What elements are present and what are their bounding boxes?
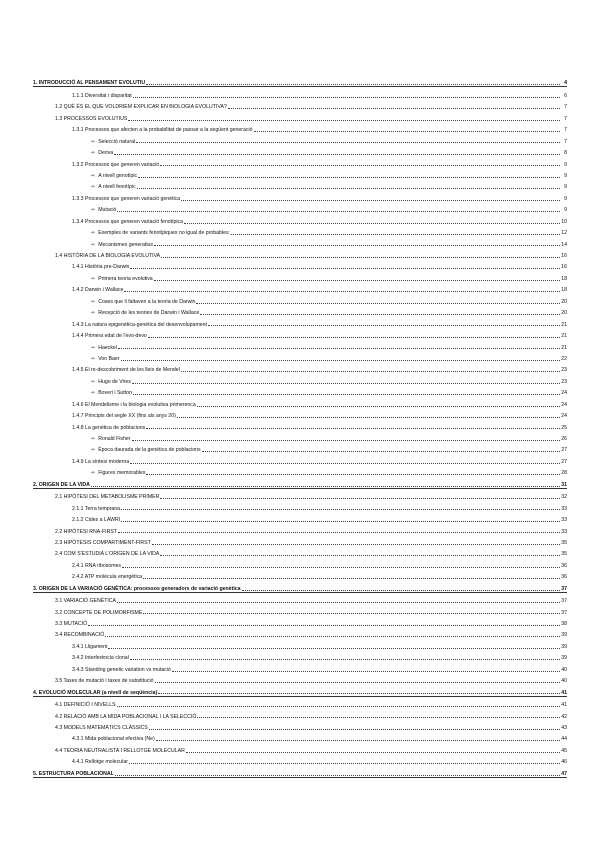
toc-entry[interactable] [33, 248, 567, 259]
toc-entry-text: 4.3 MODELS MATEMÀTICS CLÀSSICS [55, 724, 148, 731]
toc-entry-text: 1.4.8 La genètica de poblacions [72, 424, 146, 431]
toc-entry[interactable] [33, 396, 567, 407]
toc-entry-text: 1.4.5 El re-descobriment de les lleis de Mendel [72, 367, 180, 374]
toc-entry[interactable] [33, 145, 567, 156]
toc-page-number: 21 [561, 333, 567, 340]
toc-entry[interactable] [33, 546, 567, 557]
dot-leader [154, 280, 560, 281]
toc-page-number: 16 [561, 253, 567, 259]
toc-page-number: 18 [561, 275, 567, 282]
toc-entry-text: 3.1 VARIACIÓ GENÈTICA [55, 598, 117, 605]
arrow-bullet-icon: ⇨ [91, 298, 96, 305]
toc-entry-text: 1.4 HISTÒRIA DE LA BIOLOGIA EVOLUTIVA [55, 253, 161, 259]
toc-entry-text: 2.4.1 RNA ribosomes [72, 562, 122, 569]
arrow-bullet-icon: ⇨ [91, 150, 96, 157]
dot-leader [88, 625, 560, 626]
toc-entry[interactable] [33, 465, 567, 476]
toc-page-number: 24 [561, 413, 567, 420]
toc-entry-text: 1.4.2 Darwin i Wallace [72, 287, 124, 294]
toc-entry[interactable] [33, 512, 567, 523]
dot-leader [228, 108, 560, 109]
dot-leader [160, 555, 560, 556]
dot-leader [121, 521, 560, 522]
toc-entry-text: 2.1 HIPÒTESI DEL METABOLISME PRIMER [55, 494, 160, 501]
toc-page-number: 6 [564, 92, 567, 99]
toc-page-number: 38 [561, 621, 567, 627]
toc-entry-text: 4.2 RELACIÓ AMB LA MIDA POBLACIONAL I LA SELECCIÓ [55, 713, 197, 720]
toc-entry[interactable] [33, 754, 567, 765]
toc-page-number: 35 [561, 551, 567, 558]
toc-page-number: 12 [561, 230, 567, 237]
arrow-bullet-icon: ⇨ [91, 241, 96, 248]
toc-page-number: 9 [564, 161, 567, 168]
toc-entry-text: 1. INTRODUCCIÓ AL PENSAMENT EVOLUTIU [33, 80, 146, 87]
toc-entry-text: 2.4 COM S'ESTUDIA L'ORIGEN DE LA VIDA [55, 551, 160, 558]
toc-entry-text: 4.4.1 Rellotge molecular [72, 759, 128, 766]
toc-page-number: 28 [561, 470, 567, 477]
toc-entry-text: Von Baer [98, 355, 120, 362]
toc-page-number: 39 [561, 643, 567, 650]
toc-page-number: 16 [561, 264, 567, 271]
toc-entry-text: Haeckel [98, 344, 117, 351]
toc-entry-text: 3.4 RECOMBINACIÓ [55, 632, 105, 639]
dot-leader [130, 268, 560, 269]
dot-leader [160, 498, 560, 499]
arrow-bullet-icon: ⇨ [91, 275, 96, 282]
toc-page-number: 18 [561, 287, 567, 294]
toc-page-number: 7 [564, 115, 567, 122]
toc-page-number: 37 [561, 609, 567, 616]
toc-page-number: 42 [561, 713, 567, 720]
dot-leader [146, 474, 560, 475]
toc-entry-text: Boveri i Sutton [98, 390, 132, 397]
toc-entry[interactable] [33, 236, 567, 247]
arrow-bullet-icon: ⇨ [91, 390, 96, 397]
toc-entry[interactable] [33, 305, 567, 316]
toc-entry-text: 4. EVOLUCIÓ MOLECULAR (a nivell de seqüència) [33, 689, 158, 696]
dot-leader [121, 360, 560, 361]
toc-entry-text: 1.3.4 Processos que generen variació fenotípica [72, 218, 184, 225]
toc-page-number: 9 [564, 172, 567, 179]
dot-leader [129, 763, 560, 764]
dot-leader [158, 693, 560, 694]
toc-entry-text: Recepció de les teories de Darwin i Wallace [98, 310, 200, 317]
toc-page-number: 9 [564, 184, 567, 191]
toc-entry[interactable] [33, 742, 567, 753]
toc-page-number: 35 [561, 539, 567, 546]
toc-page-number: 27 [561, 447, 567, 454]
toc-page-number: 46 [561, 759, 567, 766]
dot-leader [133, 394, 560, 395]
dot-leader [152, 544, 560, 545]
dot-leader [143, 578, 560, 579]
toc-entry[interactable] [33, 673, 567, 684]
dot-leader [118, 348, 560, 349]
toc-entry[interactable] [33, 351, 567, 362]
arrow-bullet-icon: ⇨ [91, 230, 96, 237]
arrow-bullet-icon: ⇨ [91, 184, 96, 191]
toc-entry[interactable] [33, 523, 567, 534]
toc-entry-text: 3. ORIGEN DE LA VARIACIÓ GENÈTICA: processos generadors de variació genètica [33, 585, 241, 592]
table-of-contents [33, 75, 567, 778]
toc-entry-text: 3.4.3 Standing genetic variation vs mutació [72, 666, 171, 673]
toc-page-number: 10 [561, 218, 567, 225]
toc-entry[interactable] [33, 156, 567, 167]
toc-entry[interactable] [33, 638, 567, 649]
arrow-bullet-icon: ⇨ [91, 310, 96, 317]
toc-entry[interactable] [33, 720, 567, 731]
toc-page-number: 36 [561, 562, 567, 569]
dot-leader [133, 97, 560, 98]
toc-entry[interactable] [33, 765, 567, 777]
toc-page-number: 23 [561, 367, 567, 374]
toc-entry[interactable] [33, 708, 567, 719]
toc-entry[interactable] [33, 557, 567, 568]
toc-page-number: 7 [564, 104, 567, 111]
toc-entry[interactable] [33, 442, 567, 453]
dot-leader [208, 325, 560, 326]
dot-leader [186, 752, 560, 753]
dot-leader [128, 120, 560, 121]
toc-entry-text: 1.1.1 Diversitat i disparitat [72, 92, 132, 99]
dot-leader [149, 729, 560, 730]
toc-entry-text: 4.4 TEORIA NEUTRALISTA I RELLOTGE MOLECULAR [55, 747, 185, 754]
toc-page-number: 33 [561, 517, 567, 524]
toc-entry[interactable] [33, 270, 567, 281]
toc-entry[interactable] [33, 627, 567, 638]
toc-page-number: 7 [564, 127, 567, 134]
toc-entry-text: Primera teoria evolutiva [98, 275, 153, 282]
dot-leader [202, 451, 560, 452]
dot-leader [161, 257, 560, 258]
toc-entry-text: Deriva [98, 150, 114, 157]
toc-page-number: 21 [561, 344, 567, 351]
toc-entry-text: 2.2 HIPÒTESI RNA-FIRST [55, 528, 117, 535]
toc-entry[interactable] [33, 339, 567, 350]
toc-entry[interactable] [33, 684, 567, 696]
toc-entry-text: A nivell genotípic [98, 172, 138, 179]
toc-entry-text: 4.1 DEFINICIÓ I NIVELLS [55, 702, 116, 709]
dot-leader [196, 303, 560, 304]
toc-entry[interactable] [33, 316, 567, 327]
dot-leader [117, 706, 560, 707]
dot-leader [146, 84, 560, 85]
arrow-bullet-icon: ⇨ [91, 344, 96, 351]
toc-page-number: 39 [561, 655, 567, 662]
dot-leader [132, 383, 560, 384]
toc-entry-text: 3.3 MUTACIÓ [55, 621, 88, 627]
toc-page-number: 21 [561, 321, 567, 328]
toc-page-number: 36 [561, 574, 567, 581]
toc-entry-text: Exemples de variants fenotípiques no igual de probables: [98, 230, 230, 237]
toc-entry[interactable] [33, 190, 567, 201]
toc-page-number: 43 [561, 724, 567, 731]
toc-page-number: 9 [564, 207, 567, 214]
toc-page-number: 40 [561, 678, 567, 685]
toc-entry-text: 1.3.2 Processos que generen variació [72, 161, 160, 168]
dot-leader [242, 590, 560, 591]
toc-entry[interactable] [33, 476, 567, 488]
toc-entry[interactable] [33, 213, 567, 224]
dot-leader [130, 463, 560, 464]
dot-leader [156, 740, 560, 741]
toc-page-number: 9 [564, 195, 567, 202]
toc-page-number: 14 [561, 241, 567, 248]
toc-entry-text: 2.3 HIPÒTESIS COMPARTIMENT-FIRST [55, 539, 151, 546]
toc-entry[interactable] [33, 99, 567, 110]
arrow-bullet-icon: ⇨ [91, 447, 96, 454]
dot-leader [184, 223, 560, 224]
toc-page-number: 7 [564, 138, 567, 145]
toc-entry[interactable] [33, 500, 567, 511]
dot-leader [172, 671, 560, 672]
toc-entry[interactable] [33, 697, 567, 708]
toc-entry[interactable] [33, 110, 567, 121]
toc-entry-text: 1.3.3 Processos que generen variació genètica [72, 195, 181, 202]
toc-entry-text: 4.3.1 Mida poblacional efectiva (Ne) [72, 736, 155, 743]
toc-page-number: 25 [561, 424, 567, 431]
toc-entry[interactable] [33, 362, 567, 373]
arrow-bullet-icon: ⇨ [91, 378, 96, 385]
toc-entry[interactable] [33, 661, 567, 672]
toc-entry-text: 5. ESTRUCTURA POBLACIONAL [33, 770, 114, 777]
toc-page-number: 37 [561, 598, 567, 605]
dot-leader [130, 659, 560, 660]
dot-leader [254, 131, 560, 132]
toc-entry[interactable] [33, 328, 567, 339]
dot-leader [148, 337, 560, 338]
toc-entry-text: Coses que li faltaven a la teoria de Darwin [98, 298, 196, 305]
toc-entry[interactable] [33, 122, 567, 133]
dot-leader [138, 177, 560, 178]
dot-leader [105, 636, 560, 637]
dot-leader [146, 428, 560, 429]
toc-entry-title [33, 80, 145, 86]
dot-leader [118, 532, 560, 533]
dot-leader [117, 602, 560, 603]
toc-entry[interactable] [33, 87, 567, 98]
toc-entry[interactable] [33, 431, 567, 442]
toc-page-number: 20 [561, 310, 567, 317]
toc-page-number: 39 [561, 632, 567, 639]
toc-entry[interactable] [33, 616, 567, 627]
toc-entry[interactable] [33, 225, 567, 236]
arrow-bullet-icon: ⇨ [91, 172, 96, 179]
toc-entry-text: 2.1.2 Cides a LAWRI [72, 517, 121, 524]
dot-leader [124, 291, 560, 292]
toc-entry[interactable] [33, 580, 567, 592]
toc-entry-text: Època daurada de la genètica de poblacions [98, 447, 201, 454]
toc-entry[interactable] [33, 731, 567, 742]
toc-page-number: 4 [564, 80, 567, 87]
toc-entry-text: 1.4.4 Primera edat de l'evo-devo [72, 333, 147, 340]
dot-leader [154, 245, 560, 246]
toc-entry[interactable] [33, 282, 567, 293]
toc-page-number: 44 [561, 736, 567, 743]
toc-entry[interactable] [33, 75, 567, 87]
toc-entry[interactable] [33, 408, 567, 419]
toc-entry-text: 1.3.1 Processos que afecten a la probabilitat de passar a la següent generació [72, 127, 253, 134]
dot-leader [117, 211, 560, 212]
toc-entry[interactable] [33, 535, 567, 546]
toc-entry[interactable] [33, 489, 567, 500]
toc-entry[interactable] [33, 604, 567, 615]
toc-page-number: 23 [561, 378, 567, 385]
toc-entry[interactable] [33, 179, 567, 190]
toc-page-number: 41 [561, 689, 567, 696]
toc-page-number: 33 [561, 528, 567, 535]
toc-entry-text: Mecanismes generatius [98, 241, 153, 248]
toc-page-number: 27 [561, 458, 567, 465]
toc-entry[interactable] [33, 133, 567, 144]
dot-leader [181, 371, 560, 372]
toc-entry-text: 1.4.9 La síntesi moderna [72, 458, 130, 465]
toc-entry[interactable] [33, 453, 567, 464]
dot-leader [115, 775, 560, 776]
toc-entry[interactable] [33, 385, 567, 396]
toc-page-number: 24 [561, 390, 567, 397]
toc-page-number: 40 [561, 666, 567, 673]
dot-leader [121, 509, 560, 510]
toc-entry-text: 1.4.7 Principis del segle XX (fins als anys 20) [72, 413, 176, 420]
toc-page-number: 22 [561, 355, 567, 362]
toc-entry[interactable] [33, 259, 567, 270]
toc-entry[interactable] [33, 419, 567, 430]
toc-entry[interactable] [33, 202, 567, 213]
toc-entry-text: 1.4.3 La natura epigenètica-genètica del desenvolupament [72, 321, 207, 328]
toc-entry-text: 2.1.1 Terra temprana [72, 505, 121, 512]
toc-page-number: 24 [561, 401, 567, 408]
arrow-bullet-icon: ⇨ [91, 138, 96, 145]
toc-entry-text: Selecció natural [98, 138, 136, 145]
arrow-bullet-icon: ⇨ [91, 207, 96, 214]
toc-entry-text: 3.2 CONCEPTE DE POLIMORFISME [55, 609, 143, 616]
dot-leader [155, 682, 560, 683]
toc-entry-text: Hugo de Vries [98, 378, 131, 385]
toc-entry[interactable] [33, 569, 567, 580]
toc-entry-title [33, 586, 241, 592]
toc-page-number: 31 [561, 481, 567, 488]
toc-entry-text: 3.4.1 Lligament [72, 643, 108, 650]
dot-leader [160, 165, 560, 166]
dot-leader [177, 417, 560, 418]
toc-entry-text: Ronald Fisher [98, 436, 131, 442]
dot-leader [136, 142, 560, 143]
dot-leader [181, 200, 560, 201]
toc-entry-title [33, 771, 114, 777]
arrow-bullet-icon: ⇨ [91, 470, 96, 477]
dot-leader [143, 613, 560, 614]
dot-leader [197, 406, 560, 407]
toc-entry[interactable] [33, 593, 567, 604]
toc-page-number: 37 [561, 585, 567, 592]
toc-entry-text: 2. ORIGEN DE LA VIDA [33, 481, 90, 488]
toc-entry-text: Figures memorables [98, 470, 146, 477]
toc-entry-text: 1.4.1 Història pre-Darwin [72, 264, 130, 271]
toc-entry-text: 3.4.2 Interferència clonal [72, 655, 129, 662]
dot-leader [231, 234, 560, 235]
toc-entry-text: A nivell fenotípic [98, 184, 136, 191]
dot-leader [132, 440, 561, 441]
toc-entry[interactable] [33, 650, 567, 661]
dot-leader [108, 648, 560, 649]
toc-entry-text: 1.4.6 El Mendelisme i la biologia evolutiva primerenca [72, 401, 196, 408]
toc-page-number: 32 [561, 494, 567, 501]
dot-leader [200, 314, 560, 315]
toc-entry-text: 3.5 Taxes de mutació i taxes de substitució [55, 678, 154, 685]
toc-entry[interactable] [33, 293, 567, 304]
toc-entry[interactable] [33, 373, 567, 384]
arrow-bullet-icon: ⇨ [91, 436, 96, 442]
dot-leader [114, 154, 560, 155]
toc-entry-text: Mutació [98, 207, 117, 214]
dot-leader [91, 486, 560, 487]
arrow-bullet-icon: ⇨ [91, 355, 96, 362]
toc-page-number: 41 [561, 702, 567, 709]
toc-entry-title [33, 690, 157, 696]
toc-page-number: 45 [561, 747, 567, 754]
toc-entry-text: 1.2 QUÈ ÉS EL QUE VOLDRIEM EXPLICAR EN BIOLOGIA EVOLUTIVA? [55, 104, 227, 111]
toc-page-number: 47 [561, 770, 567, 777]
dot-leader [137, 188, 560, 189]
toc-entry-text: 2.4.2 ATP molècula energètica [72, 574, 143, 581]
dot-leader [122, 567, 560, 568]
toc-entry-title [33, 482, 90, 488]
toc-page-number: 33 [561, 505, 567, 512]
toc-page-number: 26 [561, 436, 567, 442]
dot-leader [197, 717, 560, 718]
toc-page-number: 8 [564, 150, 567, 157]
toc-entry[interactable] [33, 168, 567, 179]
toc-entry-text: 1.3 PROCESSOS EVOLUTIUS [55, 115, 128, 122]
toc-page-number: 20 [561, 298, 567, 305]
